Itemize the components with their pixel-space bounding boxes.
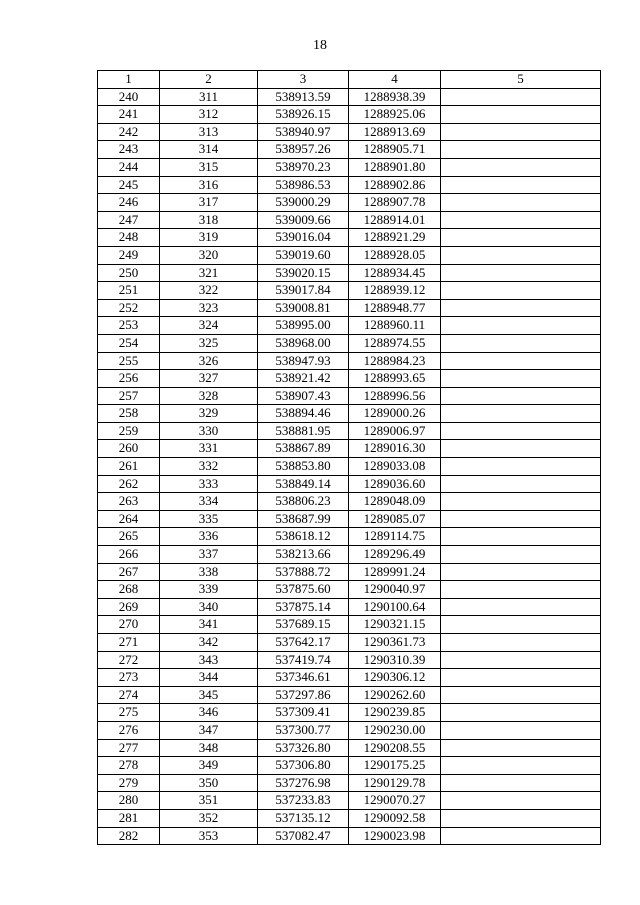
table-cell bbox=[441, 563, 601, 581]
table-cell: 324 bbox=[160, 317, 258, 335]
table-row bbox=[98, 669, 601, 687]
table-row bbox=[98, 88, 601, 106]
table-row bbox=[98, 739, 601, 757]
table-cell: 538867.89 bbox=[258, 440, 349, 458]
table-cell: 252 bbox=[98, 299, 160, 317]
table-row bbox=[98, 616, 601, 634]
table-cell: 1288960.11 bbox=[349, 317, 441, 335]
table-cell: 261 bbox=[98, 458, 160, 476]
table-cell: 1288902.86 bbox=[349, 176, 441, 194]
column-header: 4 bbox=[349, 71, 441, 89]
table-cell bbox=[441, 792, 601, 810]
table-cell: 1288913.69 bbox=[349, 123, 441, 141]
table-cell: 319 bbox=[160, 229, 258, 247]
table-cell: 343 bbox=[160, 651, 258, 669]
table-cell: 1289296.49 bbox=[349, 546, 441, 564]
table-cell: 315 bbox=[160, 158, 258, 176]
table-cell bbox=[441, 422, 601, 440]
table-cell: 538849.14 bbox=[258, 475, 349, 493]
table-cell: 1289114.75 bbox=[349, 528, 441, 546]
table-cell: 1290070.27 bbox=[349, 792, 441, 810]
table-row bbox=[98, 123, 601, 141]
table-cell: 336 bbox=[160, 528, 258, 546]
table-cell: 1290100.64 bbox=[349, 598, 441, 616]
table-cell: 243 bbox=[98, 141, 160, 159]
table-cell: 537642.17 bbox=[258, 634, 349, 652]
table-header-row bbox=[98, 71, 601, 89]
table-cell: 539016.04 bbox=[258, 229, 349, 247]
table-cell: 1288974.55 bbox=[349, 334, 441, 352]
table-cell: 1289036.60 bbox=[349, 475, 441, 493]
table-row bbox=[98, 528, 601, 546]
table-cell: 538970.23 bbox=[258, 158, 349, 176]
table-cell: 1290092.58 bbox=[349, 809, 441, 827]
table-cell bbox=[441, 634, 601, 652]
table-cell bbox=[441, 106, 601, 124]
table-cell: 538947.93 bbox=[258, 352, 349, 370]
table-cell: 538806.23 bbox=[258, 493, 349, 511]
table-cell: 347 bbox=[160, 721, 258, 739]
table-cell: 538213.66 bbox=[258, 546, 349, 564]
table-cell bbox=[441, 528, 601, 546]
table-cell: 241 bbox=[98, 106, 160, 124]
table-cell bbox=[441, 809, 601, 827]
table-row bbox=[98, 809, 601, 827]
table-cell: 537888.72 bbox=[258, 563, 349, 581]
table-cell: 275 bbox=[98, 704, 160, 722]
table-cell: 265 bbox=[98, 528, 160, 546]
table-cell: 538968.00 bbox=[258, 334, 349, 352]
table-cell: 539019.60 bbox=[258, 246, 349, 264]
table-cell: 1289085.07 bbox=[349, 510, 441, 528]
table-cell: 1288901.80 bbox=[349, 158, 441, 176]
table-cell bbox=[441, 669, 601, 687]
table-row bbox=[98, 704, 601, 722]
table-cell: 538894.46 bbox=[258, 405, 349, 423]
table-cell: 538907.43 bbox=[258, 387, 349, 405]
table-cell: 1290321.15 bbox=[349, 616, 441, 634]
table-row bbox=[98, 792, 601, 810]
table-cell: 248 bbox=[98, 229, 160, 247]
table-cell: 348 bbox=[160, 739, 258, 757]
table-cell bbox=[441, 704, 601, 722]
table-cell: 1290129.78 bbox=[349, 774, 441, 792]
table-row bbox=[98, 387, 601, 405]
table-cell: 339 bbox=[160, 581, 258, 599]
table-cell: 538995.00 bbox=[258, 317, 349, 335]
table-cell bbox=[441, 158, 601, 176]
table-cell: 318 bbox=[160, 211, 258, 229]
table-cell: 345 bbox=[160, 686, 258, 704]
table-cell: 1288928.05 bbox=[349, 246, 441, 264]
column-header: 2 bbox=[160, 71, 258, 89]
table-cell: 260 bbox=[98, 440, 160, 458]
table-cell bbox=[441, 510, 601, 528]
table-cell bbox=[441, 123, 601, 141]
table-cell: 538881.95 bbox=[258, 422, 349, 440]
table-cell: 537689.15 bbox=[258, 616, 349, 634]
table-cell: 344 bbox=[160, 669, 258, 687]
table-row bbox=[98, 422, 601, 440]
table-row bbox=[98, 158, 601, 176]
table-cell: 327 bbox=[160, 370, 258, 388]
table-row bbox=[98, 176, 601, 194]
table-cell: 537419.74 bbox=[258, 651, 349, 669]
table-cell: 282 bbox=[98, 827, 160, 845]
table-cell: 537082.47 bbox=[258, 827, 349, 845]
table-cell: 1290040.97 bbox=[349, 581, 441, 599]
table-cell bbox=[441, 827, 601, 845]
coordinates-table bbox=[97, 70, 601, 845]
table-cell: 537306.80 bbox=[258, 757, 349, 775]
table-cell: 262 bbox=[98, 475, 160, 493]
table-cell: 258 bbox=[98, 405, 160, 423]
table-cell: 537276.98 bbox=[258, 774, 349, 792]
table-row bbox=[98, 299, 601, 317]
table-cell: 1290175.25 bbox=[349, 757, 441, 775]
table-cell: 1290310.39 bbox=[349, 651, 441, 669]
table-cell bbox=[441, 440, 601, 458]
table-cell: 322 bbox=[160, 282, 258, 300]
table-cell: 281 bbox=[98, 809, 160, 827]
table-row bbox=[98, 334, 601, 352]
table-cell: 351 bbox=[160, 792, 258, 810]
table-cell bbox=[441, 88, 601, 106]
table-cell: 539008.81 bbox=[258, 299, 349, 317]
table-cell: 537875.14 bbox=[258, 598, 349, 616]
table-cell: 1288925.06 bbox=[349, 106, 441, 124]
table-row bbox=[98, 563, 601, 581]
table-cell: 251 bbox=[98, 282, 160, 300]
table-cell: 277 bbox=[98, 739, 160, 757]
table-row bbox=[98, 721, 601, 739]
table-row bbox=[98, 598, 601, 616]
table-row bbox=[98, 510, 601, 528]
table-cell: 328 bbox=[160, 387, 258, 405]
table-cell: 352 bbox=[160, 809, 258, 827]
table-row bbox=[98, 686, 601, 704]
table-cell: 1290239.85 bbox=[349, 704, 441, 722]
table-cell: 1290230.00 bbox=[349, 721, 441, 739]
table-cell bbox=[441, 651, 601, 669]
table-cell bbox=[441, 458, 601, 476]
table-cell: 350 bbox=[160, 774, 258, 792]
table-cell: 1290208.55 bbox=[349, 739, 441, 757]
table-cell: 537297.86 bbox=[258, 686, 349, 704]
table-cell: 323 bbox=[160, 299, 258, 317]
table-cell: 337 bbox=[160, 546, 258, 564]
table-cell: 1288939.12 bbox=[349, 282, 441, 300]
table-row bbox=[98, 141, 601, 159]
table-cell: 539009.66 bbox=[258, 211, 349, 229]
table-row bbox=[98, 264, 601, 282]
page-number: 18 bbox=[313, 38, 327, 53]
table-cell: 537300.77 bbox=[258, 721, 349, 739]
table-cell: 1288938.39 bbox=[349, 88, 441, 106]
table-cell: 1290306.12 bbox=[349, 669, 441, 687]
table-cell: 1288934.45 bbox=[349, 264, 441, 282]
table-cell bbox=[441, 493, 601, 511]
table-cell: 256 bbox=[98, 370, 160, 388]
table-cell: 242 bbox=[98, 123, 160, 141]
table-row bbox=[98, 581, 601, 599]
table-cell: 335 bbox=[160, 510, 258, 528]
table-cell: 269 bbox=[98, 598, 160, 616]
table-row bbox=[98, 370, 601, 388]
table-cell: 325 bbox=[160, 334, 258, 352]
table-cell: 257 bbox=[98, 387, 160, 405]
table-cell: 537346.61 bbox=[258, 669, 349, 687]
table-row bbox=[98, 651, 601, 669]
table-cell bbox=[441, 264, 601, 282]
table-row bbox=[98, 827, 601, 845]
table-cell: 1289048.09 bbox=[349, 493, 441, 511]
table-row bbox=[98, 440, 601, 458]
table-cell: 1289006.97 bbox=[349, 422, 441, 440]
table-cell bbox=[441, 581, 601, 599]
table-cell bbox=[441, 739, 601, 757]
table-cell bbox=[441, 405, 601, 423]
table-row bbox=[98, 229, 601, 247]
table-cell: 539000.29 bbox=[258, 194, 349, 212]
table-row bbox=[98, 317, 601, 335]
table-cell: 245 bbox=[98, 176, 160, 194]
table-cell: 321 bbox=[160, 264, 258, 282]
table-cell: 250 bbox=[98, 264, 160, 282]
table-cell: 1288907.78 bbox=[349, 194, 441, 212]
table-cell: 341 bbox=[160, 616, 258, 634]
table-cell bbox=[441, 229, 601, 247]
table-cell: 278 bbox=[98, 757, 160, 775]
table-cell: 538853.80 bbox=[258, 458, 349, 476]
table-cell: 346 bbox=[160, 704, 258, 722]
table-cell: 317 bbox=[160, 194, 258, 212]
table-cell bbox=[441, 334, 601, 352]
table-row bbox=[98, 211, 601, 229]
table-cell: 263 bbox=[98, 493, 160, 511]
table-cell: 539017.84 bbox=[258, 282, 349, 300]
table-cell bbox=[441, 246, 601, 264]
table-cell bbox=[441, 616, 601, 634]
table-cell: 312 bbox=[160, 106, 258, 124]
table-cell: 538687.99 bbox=[258, 510, 349, 528]
table-cell: 537135.12 bbox=[258, 809, 349, 827]
table-cell: 270 bbox=[98, 616, 160, 634]
table-cell bbox=[441, 141, 601, 159]
table-cell: 538957.26 bbox=[258, 141, 349, 159]
table-cell bbox=[441, 194, 601, 212]
table-cell: 1288984.23 bbox=[349, 352, 441, 370]
table-cell: 1290361.73 bbox=[349, 634, 441, 652]
table-cell: 1288993.65 bbox=[349, 370, 441, 388]
table-cell bbox=[441, 774, 601, 792]
table-row bbox=[98, 246, 601, 264]
table-cell: 537875.60 bbox=[258, 581, 349, 599]
table-cell: 246 bbox=[98, 194, 160, 212]
table-body bbox=[98, 88, 601, 845]
table-cell bbox=[441, 757, 601, 775]
table-row bbox=[98, 106, 601, 124]
table-row bbox=[98, 475, 601, 493]
table-cell: 313 bbox=[160, 123, 258, 141]
table-cell bbox=[441, 686, 601, 704]
table-cell: 1289000.26 bbox=[349, 405, 441, 423]
table-cell: 320 bbox=[160, 246, 258, 264]
table-row bbox=[98, 493, 601, 511]
table-cell: 314 bbox=[160, 141, 258, 159]
table-cell bbox=[441, 370, 601, 388]
table-row bbox=[98, 352, 601, 370]
table-cell: 353 bbox=[160, 827, 258, 845]
table-cell: 342 bbox=[160, 634, 258, 652]
table-cell: 279 bbox=[98, 774, 160, 792]
table-cell: 1290262.60 bbox=[349, 686, 441, 704]
table-cell: 276 bbox=[98, 721, 160, 739]
table-cell: 266 bbox=[98, 546, 160, 564]
table-cell: 349 bbox=[160, 757, 258, 775]
table-cell: 326 bbox=[160, 352, 258, 370]
table-row bbox=[98, 757, 601, 775]
table-cell: 247 bbox=[98, 211, 160, 229]
table-cell: 240 bbox=[98, 88, 160, 106]
table-cell: 254 bbox=[98, 334, 160, 352]
table-cell: 537309.41 bbox=[258, 704, 349, 722]
table-cell bbox=[441, 721, 601, 739]
table-cell bbox=[441, 475, 601, 493]
table-row bbox=[98, 546, 601, 564]
table-cell: 267 bbox=[98, 563, 160, 581]
table-cell bbox=[441, 176, 601, 194]
table-cell: 1288996.56 bbox=[349, 387, 441, 405]
table-cell: 244 bbox=[98, 158, 160, 176]
table-cell: 329 bbox=[160, 405, 258, 423]
column-header: 1 bbox=[98, 71, 160, 89]
table-cell: 280 bbox=[98, 792, 160, 810]
table-cell: 537233.83 bbox=[258, 792, 349, 810]
table-cell: 1289033.08 bbox=[349, 458, 441, 476]
table-cell: 1289016.30 bbox=[349, 440, 441, 458]
table-row bbox=[98, 458, 601, 476]
table-row bbox=[98, 774, 601, 792]
table-cell: 253 bbox=[98, 317, 160, 335]
table-cell: 538618.12 bbox=[258, 528, 349, 546]
table-cell: 539020.15 bbox=[258, 264, 349, 282]
table-row bbox=[98, 405, 601, 423]
table-cell: 333 bbox=[160, 475, 258, 493]
table-cell: 249 bbox=[98, 246, 160, 264]
table-cell: 538940.97 bbox=[258, 123, 349, 141]
table-cell: 330 bbox=[160, 422, 258, 440]
table-cell: 538913.59 bbox=[258, 88, 349, 106]
table-cell bbox=[441, 598, 601, 616]
table-cell: 273 bbox=[98, 669, 160, 687]
table-cell: 1288948.77 bbox=[349, 299, 441, 317]
table-cell: 274 bbox=[98, 686, 160, 704]
column-header: 5 bbox=[441, 71, 601, 89]
table-row bbox=[98, 282, 601, 300]
table-cell: 271 bbox=[98, 634, 160, 652]
table-cell: 538986.53 bbox=[258, 176, 349, 194]
table-cell bbox=[441, 387, 601, 405]
table-cell: 1290023.98 bbox=[349, 827, 441, 845]
table-cell: 1288914.01 bbox=[349, 211, 441, 229]
table-cell: 264 bbox=[98, 510, 160, 528]
table-cell: 268 bbox=[98, 581, 160, 599]
table-cell: 311 bbox=[160, 88, 258, 106]
table-cell: 338 bbox=[160, 563, 258, 581]
table-cell: 332 bbox=[160, 458, 258, 476]
table-cell bbox=[441, 299, 601, 317]
table-cell bbox=[441, 546, 601, 564]
table-cell: 340 bbox=[160, 598, 258, 616]
table-cell: 1288921.29 bbox=[349, 229, 441, 247]
table-cell: 537326.80 bbox=[258, 739, 349, 757]
table-cell: 334 bbox=[160, 493, 258, 511]
table-cell: 331 bbox=[160, 440, 258, 458]
table-cell bbox=[441, 282, 601, 300]
table-cell bbox=[441, 352, 601, 370]
table-cell: 538926.15 bbox=[258, 106, 349, 124]
table-cell: 1288905.71 bbox=[349, 141, 441, 159]
table-row bbox=[98, 194, 601, 212]
table-cell: 1289991.24 bbox=[349, 563, 441, 581]
table-cell: 538921.42 bbox=[258, 370, 349, 388]
table-cell: 316 bbox=[160, 176, 258, 194]
table-cell: 259 bbox=[98, 422, 160, 440]
table-cell: 255 bbox=[98, 352, 160, 370]
table-cell bbox=[441, 317, 601, 335]
column-header: 3 bbox=[258, 71, 349, 89]
table-row bbox=[98, 634, 601, 652]
table-cell bbox=[441, 211, 601, 229]
table-cell: 272 bbox=[98, 651, 160, 669]
